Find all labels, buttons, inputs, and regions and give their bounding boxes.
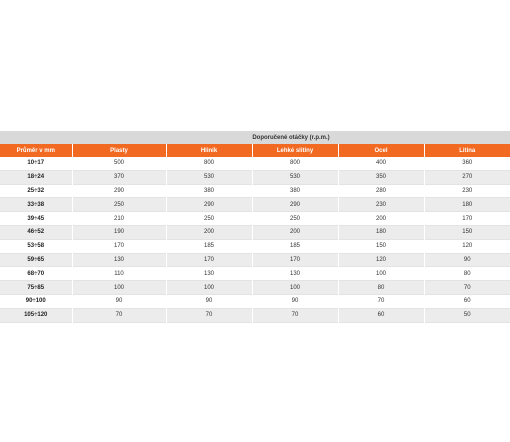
table-row [0, 308, 510, 322]
rpm-value-cell: 400 [338, 157, 424, 170]
diameter-cell: 33÷38 [0, 198, 72, 212]
diameter-cell: 105÷120 [0, 308, 72, 322]
column-header-cast-iron: Litina [424, 144, 510, 157]
rpm-value-cell: 200 [252, 225, 338, 239]
rpm-value-cell: 130 [252, 267, 338, 281]
rpm-value-cell: 130 [166, 267, 252, 281]
rpm-value-cell: 270 [424, 170, 510, 184]
rpm-value-cell: 530 [252, 170, 338, 184]
table-row [0, 281, 510, 295]
rpm-value-cell: 120 [338, 253, 424, 267]
rpm-value-cell: 200 [338, 212, 424, 226]
rpm-value-cell: 250 [72, 198, 166, 212]
rpm-value-cell: 70 [338, 294, 424, 308]
diameter-cell: 25÷32 [0, 184, 72, 198]
table-row [0, 198, 510, 212]
rpm-value-cell: 290 [166, 198, 252, 212]
super-header-row [0, 131, 510, 144]
table-row [0, 294, 510, 308]
rpm-table-container [0, 131, 510, 323]
diameter-cell: 59÷65 [0, 253, 72, 267]
rpm-value-cell: 290 [252, 198, 338, 212]
rpm-value-cell: 90 [166, 294, 252, 308]
table-row [0, 253, 510, 267]
rpm-value-cell: 200 [166, 225, 252, 239]
column-header-plastics: Plasty [72, 144, 166, 157]
rpm-table [0, 131, 510, 323]
rpm-value-cell: 170 [72, 239, 166, 253]
table-row [0, 170, 510, 184]
rpm-value-cell: 90 [424, 253, 510, 267]
rpm-value-cell: 180 [338, 225, 424, 239]
column-header-row [0, 144, 510, 157]
rpm-value-cell: 360 [424, 157, 510, 170]
rpm-value-cell: 190 [72, 225, 166, 239]
rpm-value-cell: 60 [338, 308, 424, 322]
rpm-value-cell: 100 [166, 281, 252, 295]
rpm-value-cell: 80 [338, 281, 424, 295]
rpm-value-cell: 250 [252, 212, 338, 226]
rpm-value-cell: 380 [252, 184, 338, 198]
rpm-value-cell: 110 [72, 267, 166, 281]
rpm-value-cell: 90 [72, 294, 166, 308]
rpm-value-cell: 185 [252, 239, 338, 253]
rpm-value-cell: 170 [166, 253, 252, 267]
corner-cell [0, 131, 72, 144]
rpm-value-cell: 70 [72, 308, 166, 322]
rpm-value-cell: 70 [424, 281, 510, 295]
rpm-value-cell: 80 [424, 267, 510, 281]
column-header-aluminum: Hliník [166, 144, 252, 157]
diameter-cell: 75÷85 [0, 281, 72, 295]
rpm-value-cell: 280 [338, 184, 424, 198]
rpm-value-cell: 800 [252, 157, 338, 170]
rpm-value-cell: 100 [252, 281, 338, 295]
rpm-value-cell: 185 [166, 239, 252, 253]
recommended-rpm-header: Doporučené otáčky (r.p.m.) [72, 131, 510, 144]
column-header-diameter: Průměr v mm [0, 144, 72, 157]
rpm-value-cell: 170 [252, 253, 338, 267]
table-row [0, 157, 510, 170]
diameter-cell: 68÷70 [0, 267, 72, 281]
diameter-cell: 46÷52 [0, 225, 72, 239]
rpm-value-cell: 800 [166, 157, 252, 170]
table-row [0, 225, 510, 239]
rpm-value-cell: 530 [166, 170, 252, 184]
rpm-value-cell: 180 [424, 198, 510, 212]
rpm-value-cell: 500 [72, 157, 166, 170]
rpm-value-cell: 50 [424, 308, 510, 322]
column-header-light-alloys: Lehké slitiny [252, 144, 338, 157]
rpm-value-cell: 100 [338, 267, 424, 281]
diameter-cell: 90÷100 [0, 294, 72, 308]
rpm-value-cell: 210 [72, 212, 166, 226]
rpm-value-cell: 170 [424, 212, 510, 226]
rpm-value-cell: 230 [338, 198, 424, 212]
rpm-value-cell: 70 [166, 308, 252, 322]
rpm-value-cell: 150 [424, 225, 510, 239]
diameter-cell: 53÷58 [0, 239, 72, 253]
diameter-cell: 10÷17 [0, 157, 72, 170]
table-row [0, 212, 510, 226]
rpm-value-cell: 90 [252, 294, 338, 308]
rpm-value-cell: 290 [72, 184, 166, 198]
rpm-value-cell: 350 [338, 170, 424, 184]
table-row [0, 267, 510, 281]
rpm-value-cell: 130 [72, 253, 166, 267]
rpm-value-cell: 120 [424, 239, 510, 253]
rpm-value-cell: 380 [166, 184, 252, 198]
rpm-value-cell: 370 [72, 170, 166, 184]
rpm-value-cell: 250 [166, 212, 252, 226]
rpm-value-cell: 230 [424, 184, 510, 198]
rpm-value-cell: 100 [72, 281, 166, 295]
rpm-value-cell: 60 [424, 294, 510, 308]
diameter-cell: 39÷45 [0, 212, 72, 226]
table-body [0, 157, 510, 322]
diameter-cell: 18÷24 [0, 170, 72, 184]
table-row [0, 239, 510, 253]
rpm-value-cell: 70 [252, 308, 338, 322]
rpm-value-cell: 150 [338, 239, 424, 253]
column-header-steel: Ocel [338, 144, 424, 157]
table-row [0, 184, 510, 198]
